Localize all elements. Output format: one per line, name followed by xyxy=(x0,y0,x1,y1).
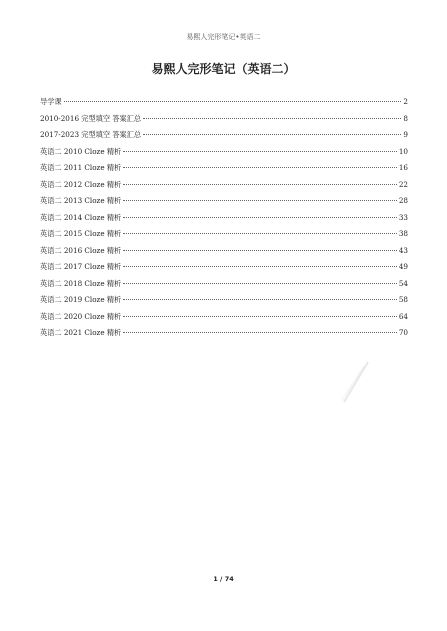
table-of-contents xyxy=(40,97,408,345)
toc-entry-label: 英语二 2015 Cloze 精析 xyxy=(40,229,122,238)
toc-entry-page: 58 xyxy=(398,295,408,304)
toc-entry[interactable] xyxy=(40,262,408,279)
toc-entry[interactable] xyxy=(40,196,408,213)
toc-entry-label: 英语二 2010 Cloze 精析 xyxy=(40,146,122,156)
toc-entry-label: 导学课 xyxy=(40,97,62,106)
toc-entry-label: 2017-2023 完型填空 答案汇总 xyxy=(40,130,142,139)
toc-leader-dots xyxy=(123,200,397,201)
toc-leader-dots xyxy=(64,101,402,102)
document-title: 易熙人完形笔记（英语二） xyxy=(151,62,296,76)
toc-entry-page: 33 xyxy=(398,212,408,222)
toc-leader-dots xyxy=(123,316,397,317)
toc-leader-dots xyxy=(123,332,397,333)
toc-entry[interactable] xyxy=(40,180,408,197)
toc-entry-label: 英语二 2016 Cloze 精析 xyxy=(40,245,122,255)
toc-leader-dots xyxy=(123,266,397,267)
watermark-stroke xyxy=(340,360,370,405)
toc-leader-dots xyxy=(123,184,397,185)
toc-entry-page: 10 xyxy=(398,146,408,156)
toc-entry-page: 70 xyxy=(398,328,408,337)
toc-entry-page: 54 xyxy=(398,278,408,288)
toc-entry[interactable] xyxy=(40,295,408,312)
toc-entry[interactable] xyxy=(40,163,408,180)
toc-leader-dots xyxy=(123,167,397,168)
toc-leader-dots xyxy=(123,250,397,251)
toc-entry-label: 英语二 2014 Cloze 精析 xyxy=(40,212,122,222)
toc-entry-label: 英语二 2018 Cloze 精析 xyxy=(40,278,122,288)
toc-entry-label: 英语二 2013 Cloze 精析 xyxy=(40,196,122,205)
toc-leader-dots xyxy=(123,233,397,234)
toc-entry-label: 英语二 2012 Cloze 精析 xyxy=(40,179,122,189)
running-header: 易熙人完形笔记•英语二 xyxy=(186,33,261,41)
toc-entry-page: 28 xyxy=(398,196,408,205)
toc-entry-page: 8 xyxy=(403,113,408,123)
toc-entry-page: 22 xyxy=(398,179,408,189)
toc-entry-page: 43 xyxy=(398,245,408,255)
toc-entry-label: 英语二 2021 Cloze 精析 xyxy=(40,328,122,337)
toc-entry-page: 9 xyxy=(403,130,408,139)
toc-leader-dots xyxy=(143,134,401,135)
toc-entry-label: 英语二 2019 Cloze 精析 xyxy=(40,295,122,304)
toc-entry-label: 2010-2016 完型填空 答案汇总 xyxy=(40,113,142,123)
toc-leader-dots xyxy=(123,283,397,284)
toc-entry[interactable] xyxy=(40,130,408,147)
toc-entry-page: 49 xyxy=(398,262,408,271)
toc-entry-label: 英语二 2020 Cloze 精析 xyxy=(40,311,122,321)
toc-entry-page: 16 xyxy=(398,163,408,172)
toc-entry[interactable] xyxy=(40,279,408,296)
page-indicator: 1 / 74 xyxy=(213,575,234,583)
toc-leader-dots xyxy=(123,151,397,152)
toc-entry[interactable] xyxy=(40,328,408,345)
toc-entry[interactable] xyxy=(40,97,408,114)
toc-entry[interactable] xyxy=(40,312,408,329)
toc-entry[interactable] xyxy=(40,229,408,246)
toc-entry-label: 英语二 2011 Cloze 精析 xyxy=(40,163,122,172)
toc-entry[interactable] xyxy=(40,147,408,164)
toc-leader-dots xyxy=(143,118,401,119)
toc-leader-dots xyxy=(123,217,397,218)
toc-entry-page: 2 xyxy=(403,97,408,106)
toc-entry[interactable] xyxy=(40,246,408,263)
toc-entry-label: 英语二 2017 Cloze 精析 xyxy=(40,262,122,271)
toc-entry[interactable] xyxy=(40,213,408,230)
toc-entry-page: 64 xyxy=(398,311,408,321)
toc-entry-page: 38 xyxy=(398,229,408,238)
toc-leader-dots xyxy=(123,299,397,300)
toc-entry[interactable] xyxy=(40,114,408,131)
